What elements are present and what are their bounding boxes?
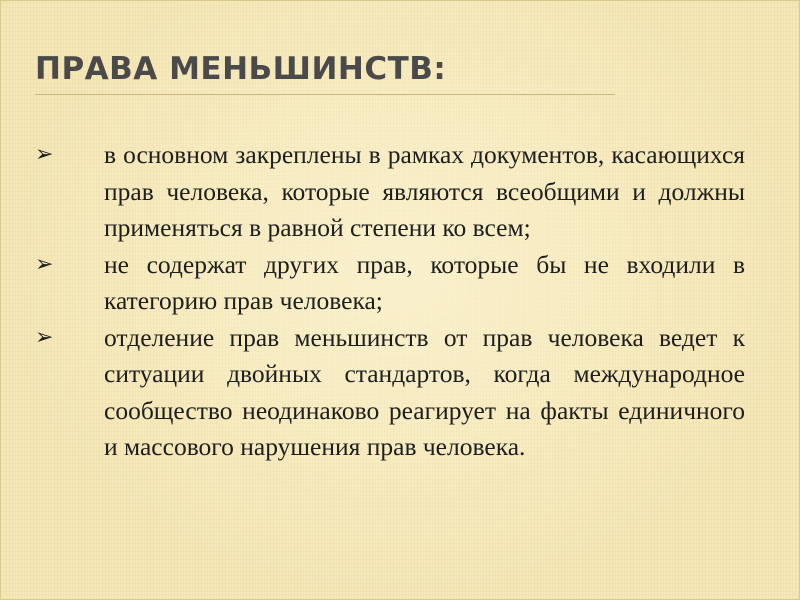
slide-title: ПРАВА МЕНЬШИНСТВ:: [35, 51, 447, 87]
arrow-bullet-icon: ➢: [35, 142, 54, 167]
arrow-bullet-icon: ➢: [35, 251, 54, 277]
bullet-list: [35, 137, 745, 466]
bullet-text-2: не содержат других прав, которые бы не входили в категорию прав человека;: [104, 249, 745, 315]
bullet-text-1: в основном закреплены в рамках документов, касающихся прав человека, которые являются всеобщими и должны применяться в равной степени ко всем;: [104, 140, 745, 242]
bullet-item-2: [35, 247, 745, 320]
bullet-item-3: [35, 320, 745, 466]
arrow-bullet-icon: ➢: [35, 324, 54, 350]
bullet-item-1: [35, 137, 745, 247]
title-underline: [35, 94, 615, 95]
bullet-text-3: отделение прав меньшинств от прав человека ведет к ситуации двойных стандартов, когда международное сообщество неодинаково реагирует на факты единичного и массового нарушения прав человека.: [104, 322, 745, 461]
